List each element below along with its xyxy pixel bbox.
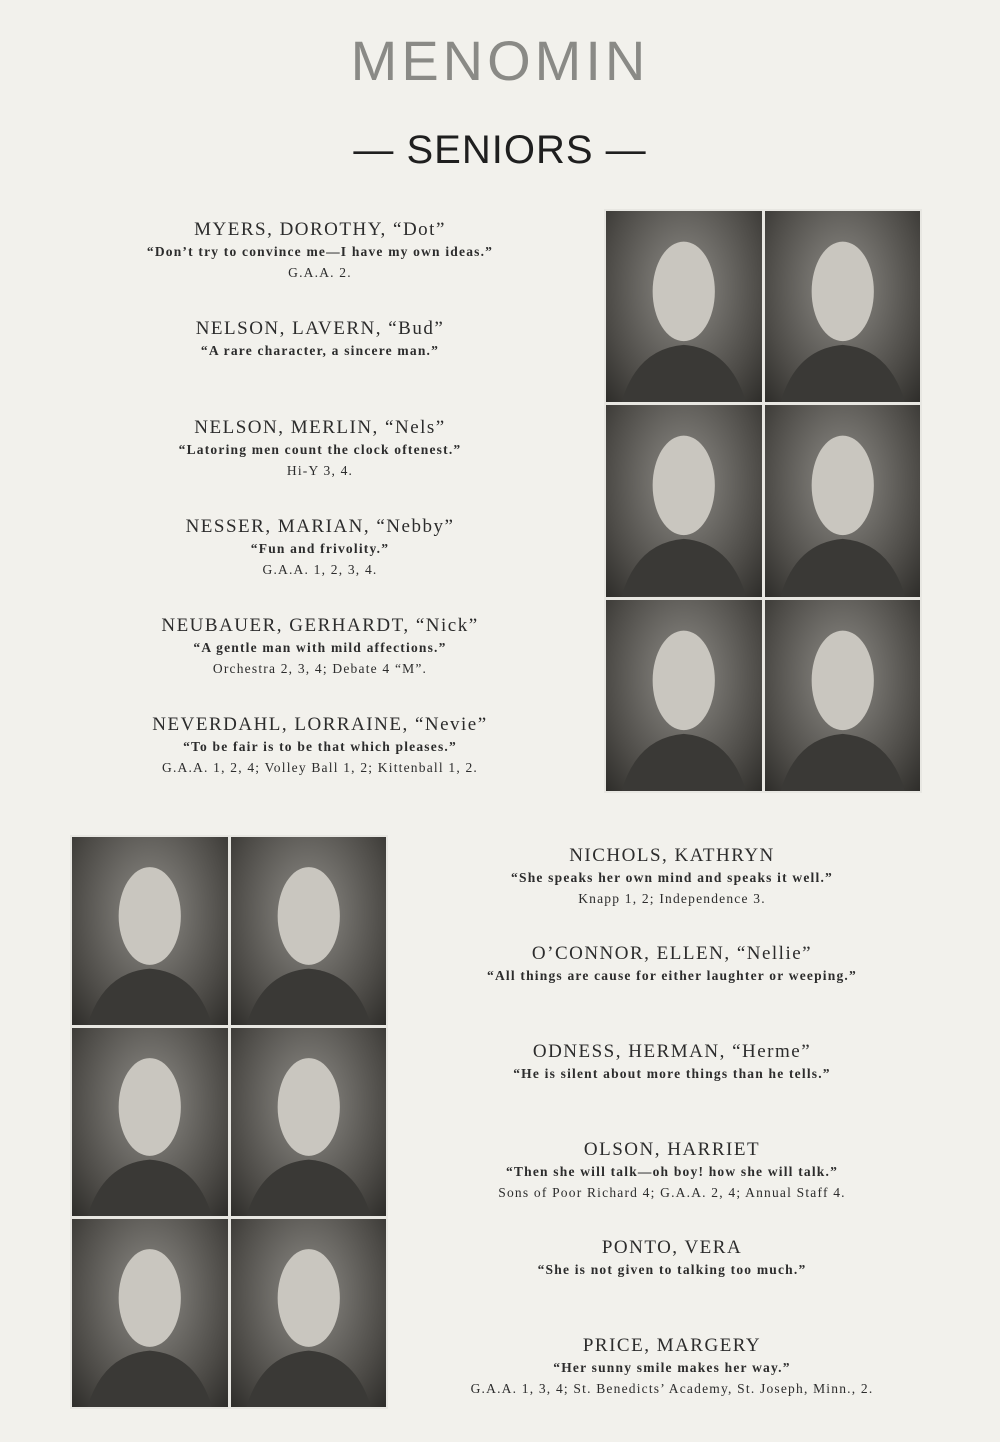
- senior-entry: [100, 713, 540, 812]
- senior-list-bottom: [402, 844, 942, 1432]
- senior-name: NICHOLS, KATHRYN: [569, 845, 775, 866]
- senior-name: OLSON, HARRIET: [583, 1139, 761, 1160]
- senior-quote: “Then she will talk—oh boy! how she will talk.”: [505, 1164, 839, 1179]
- senior-quote: “She is not given to talking too much.”: [537, 1262, 807, 1277]
- senior-activities: Orchestra 2, 3, 4; Debate 4 “M”.: [212, 661, 428, 676]
- senior-activities: G.A.A. 1, 2, 4; Volley Ball 1, 2; Kittenball 1, 2.: [162, 760, 478, 775]
- senior-name: NEUBAUER, GERHARDT, “Nick”: [161, 615, 479, 636]
- senior-quote: “A gentle man with mild affections.”: [193, 640, 447, 655]
- portrait-photo: [231, 1219, 387, 1407]
- portrait-photo: [765, 600, 921, 791]
- senior-name: PONTO, VERA: [601, 1237, 743, 1258]
- senior-activities: Sons of Poor Richard 4; G.A.A. 2, 4; Annual Staff 4.: [498, 1185, 846, 1200]
- senior-name: O’CONNOR, ELLEN, “Nellie”: [531, 943, 813, 964]
- senior-quote: “A rare character, a sincere man.”: [200, 343, 440, 358]
- senior-list-top: [100, 218, 540, 812]
- senior-entry: [100, 416, 540, 515]
- senior-activities: G.A.A. 1, 2, 3, 4.: [262, 562, 378, 577]
- senior-quote: “She speaks her own mind and speaks it well.”: [511, 870, 833, 885]
- portrait-photo: [72, 837, 228, 1025]
- portrait-photo: [606, 600, 762, 791]
- senior-quote: “All things are cause for either laughter or weeping.”: [487, 968, 857, 983]
- senior-quote: “Latoring men count the clock oftenest.”: [178, 442, 462, 457]
- senior-entry: [402, 1040, 942, 1138]
- senior-entry: [402, 1236, 942, 1334]
- senior-activities: G.A.A. 1, 3, 4; St. Benedicts’ Academy, St. Joseph, Minn., 2.: [470, 1381, 874, 1396]
- portrait-photo: [72, 1028, 228, 1216]
- senior-entry: [100, 218, 540, 317]
- senior-activities: Knapp 1, 2; Independence 3.: [578, 891, 766, 906]
- senior-quote: “Her sunny smile makes her way.”: [553, 1360, 791, 1375]
- senior-name: NELSON, LAVERN, “Bud”: [195, 318, 445, 339]
- page-title: MENOMIN: [350, 29, 650, 92]
- senior-entry: [402, 1138, 942, 1236]
- portrait-photo: [231, 837, 387, 1025]
- senior-quote: “To be fair is to be that which pleases.”: [183, 739, 457, 754]
- senior-name: NELSON, MERLIN, “Nels”: [194, 417, 446, 438]
- senior-name: PRICE, MARGERY: [582, 1335, 762, 1356]
- senior-entry: [100, 614, 540, 713]
- senior-entry: [402, 942, 942, 1040]
- senior-entry: [100, 515, 540, 614]
- portrait-grid-top: [604, 209, 922, 793]
- senior-quote: “Don’t try to convince me—I have my own ideas.”: [146, 244, 494, 259]
- senior-entry: [100, 317, 540, 416]
- portrait-photo: [72, 1219, 228, 1407]
- senior-entry: [402, 844, 942, 942]
- senior-name: MYERS, DOROTHY, “Dot”: [194, 219, 446, 240]
- portrait-grid-bottom: [70, 835, 388, 1409]
- senior-quote: “He is silent about more things than he tells.”: [513, 1066, 831, 1081]
- portrait-photo: [606, 211, 762, 402]
- senior-activities: Hi-Y 3, 4.: [286, 463, 354, 478]
- portrait-photo: [231, 1028, 387, 1216]
- senior-name: NEVERDAHL, LORRAINE, “Nevie”: [152, 714, 488, 735]
- portrait-photo: [765, 211, 921, 402]
- senior-name: ODNESS, HERMAN, “Herme”: [532, 1041, 812, 1062]
- senior-name: NESSER, MARIAN, “Nebby”: [185, 516, 455, 537]
- portrait-photo: [606, 405, 762, 596]
- senior-entry: [402, 1334, 942, 1432]
- section-heading: — SENIORS —: [353, 128, 647, 172]
- portrait-photo: [765, 405, 921, 596]
- senior-activities: G.A.A. 2.: [288, 265, 352, 280]
- senior-quote: “Fun and frivolity.”: [250, 541, 390, 556]
